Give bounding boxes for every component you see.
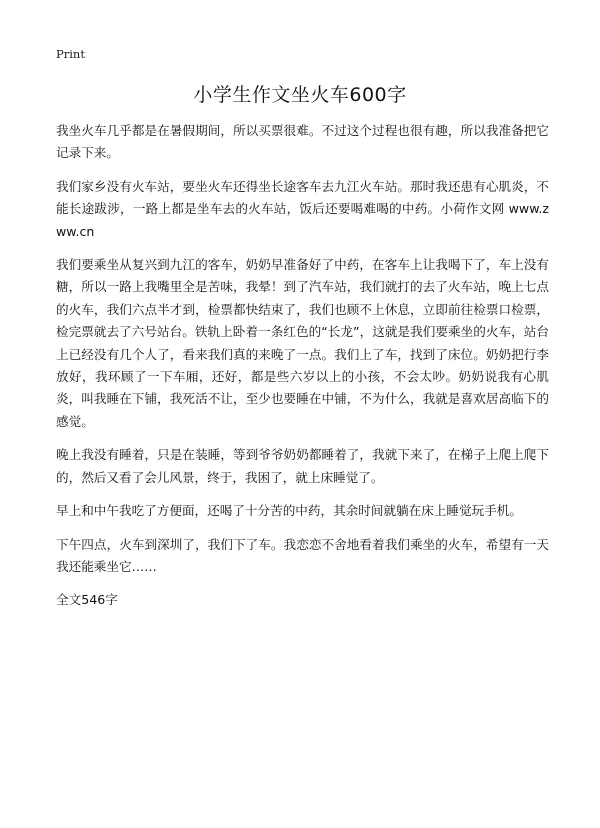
paragraph-1: 我坐火车几乎都是在暑假期间，所以买票很难。不过这个过程也很有趣，所以我准备把它记录下来。 (56, 123, 549, 161)
paragraph-4: 晚上我没有睡着，只是在装睡，等到爷爷奶奶都睡着了，我就下来了，在梯子上爬上爬下的，然后又看了会儿风景，终于，我困了，就上床睡觉了。 (56, 447, 549, 485)
article-title: 小学生作文坐火车600字 (193, 84, 407, 106)
paragraph-6: 下午四点，火车到深圳了，我们下了车。我恋恋不舍地看着我们乘坐的火车，希望有一天我还能乘坐它…… (56, 536, 549, 574)
article-body (56, 120, 549, 611)
paragraph-2: 我们家乡没有火车站，要坐火车还得坐长途客车去九江火车站。那时我还患有心肌炎，不能长途跋涉，一路上都是坐车去的火车站，饭后还要喝难喝的中药。小荷作文网 www.zww.cn (56, 178, 549, 239)
print-link[interactable]: Print (56, 47, 85, 61)
paragraph-5: 早上和中午我吃了方便面，还喝了十分苦的中药，其余时间就躺在床上睡觉玩手机。 (56, 503, 522, 519)
word-count: 全文546字 (56, 592, 118, 608)
paragraph-3: 我们要乘坐从复兴到九江的客车，奶奶早准备好了中药，在客车上让我喝下了，车上没有糖，所以一路上我嘴里全是苦味，我晕！到了汽车站，我们就打的去了火车站，晚上七点的火车，我们六点半才到，检票都快结束了，我们也顾不上休息，立即前往检票口检票，检完票就去了六号站台。铁轨上卧着一条红色的“长龙”，这就是我们要乘坐的火车，站台上已经没有几个人了，看来我们真的来晚了一点。我们上了车，找到了床位。奶奶把行李放好，我环顾了一下车厢，还好，都是些六岁以上的小孩，不会太吵。奶奶说我有心肌炎，叫我睡在下铺，我死活不让，至少也要睡在中铺，不为什么，我就是喜欢居高临下的感觉。 (56, 257, 549, 429)
